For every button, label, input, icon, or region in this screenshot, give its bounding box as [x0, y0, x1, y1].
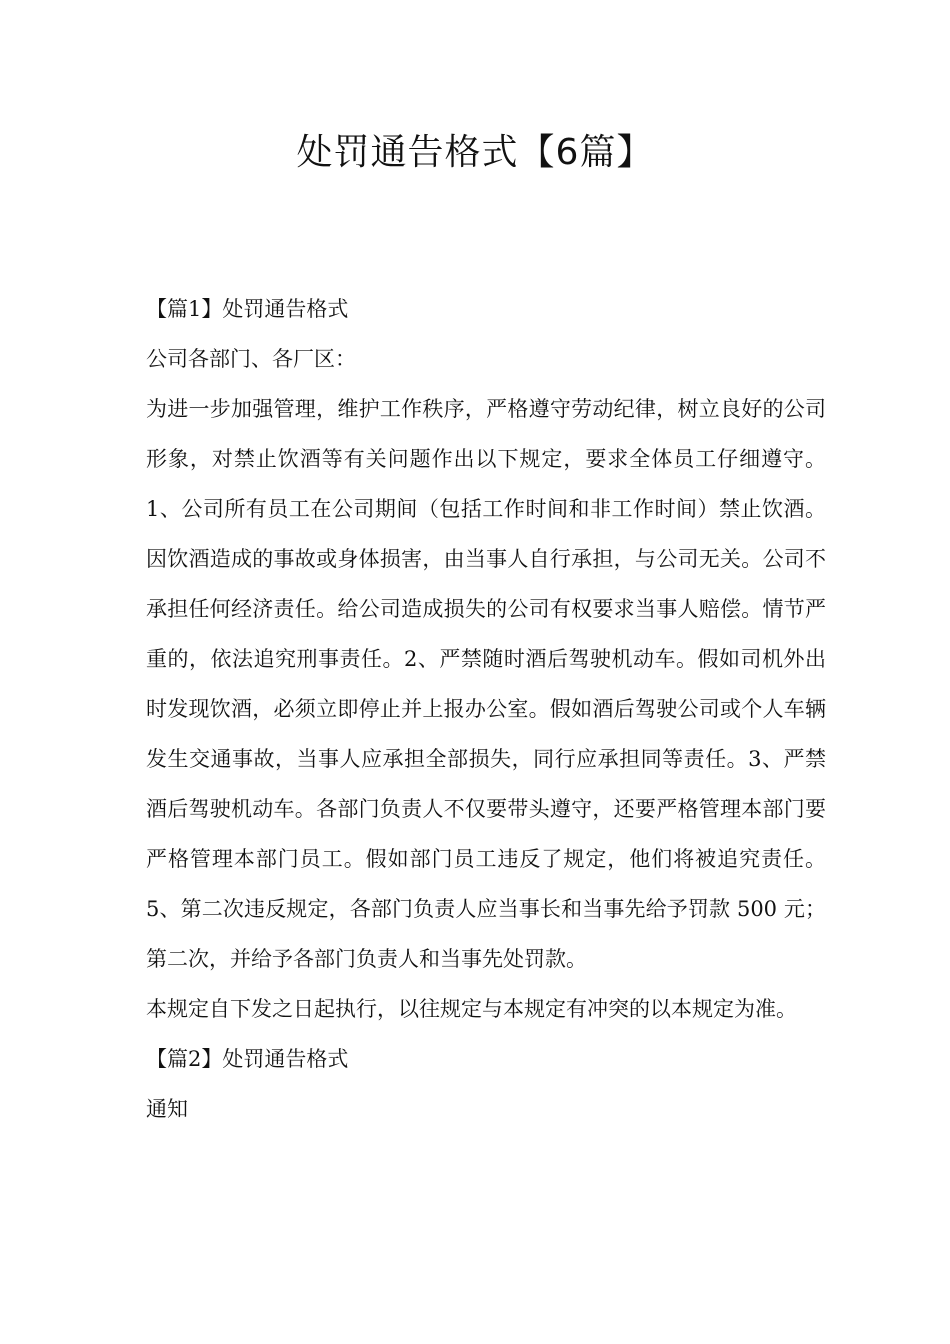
section-1-paragraph-1: 为进一步加强管理，维护工作秩序，严格遵守劳动纪律，树立良好的公司形象，对禁止饮酒等有关问题作出以下规定，要求全体员工仔细遵守。1、公司所有员工在公司期间（包括工作时间和非工作时间）禁止饮酒。因饮酒造成的事故或身体损害，由当事人自行承担，与公司无关。公司不承担任何经济责任。给公司造成损失的公司有权要求当事人赔偿。情节严重的，依法追究刑事责任。2、严禁随时酒后驾驶机动车。假如司机外出时发现饮酒，必须立即停止并上报办公室。假如酒后驾驶公司或个人车辆发生交通事故，当事人应承担全部损失，同行应承担同等责任。3、严禁酒后驾驶机动车。各部门负责人不仅要带头遵守，还要严格管理本部门要严格管理本部门员工。假如部门员工违反了规定，他们将被追究责任。5、第二次违反规定，各部门负责人应当事长和当事先给予罚款 500 元；第二次，并给予各部门负责人和当事先处罚款。 — [146, 397, 826, 971]
document-body — [146, 284, 826, 1134]
section-2-first-line: 通知 — [146, 1097, 188, 1121]
salutation: 公司各部门、各厂区： — [146, 347, 356, 371]
section-2-heading: 【篇2】处罚通告格式 — [146, 1047, 349, 1071]
section-1-heading: 【篇1】处罚通告格式 — [146, 297, 349, 321]
document-title: 处罚通告格式【6篇】 — [296, 132, 654, 173]
section-1-paragraph-2: 本规定自下发之日起执行，以往规定与本规定有冲突的以本规定为准。 — [146, 997, 797, 1021]
